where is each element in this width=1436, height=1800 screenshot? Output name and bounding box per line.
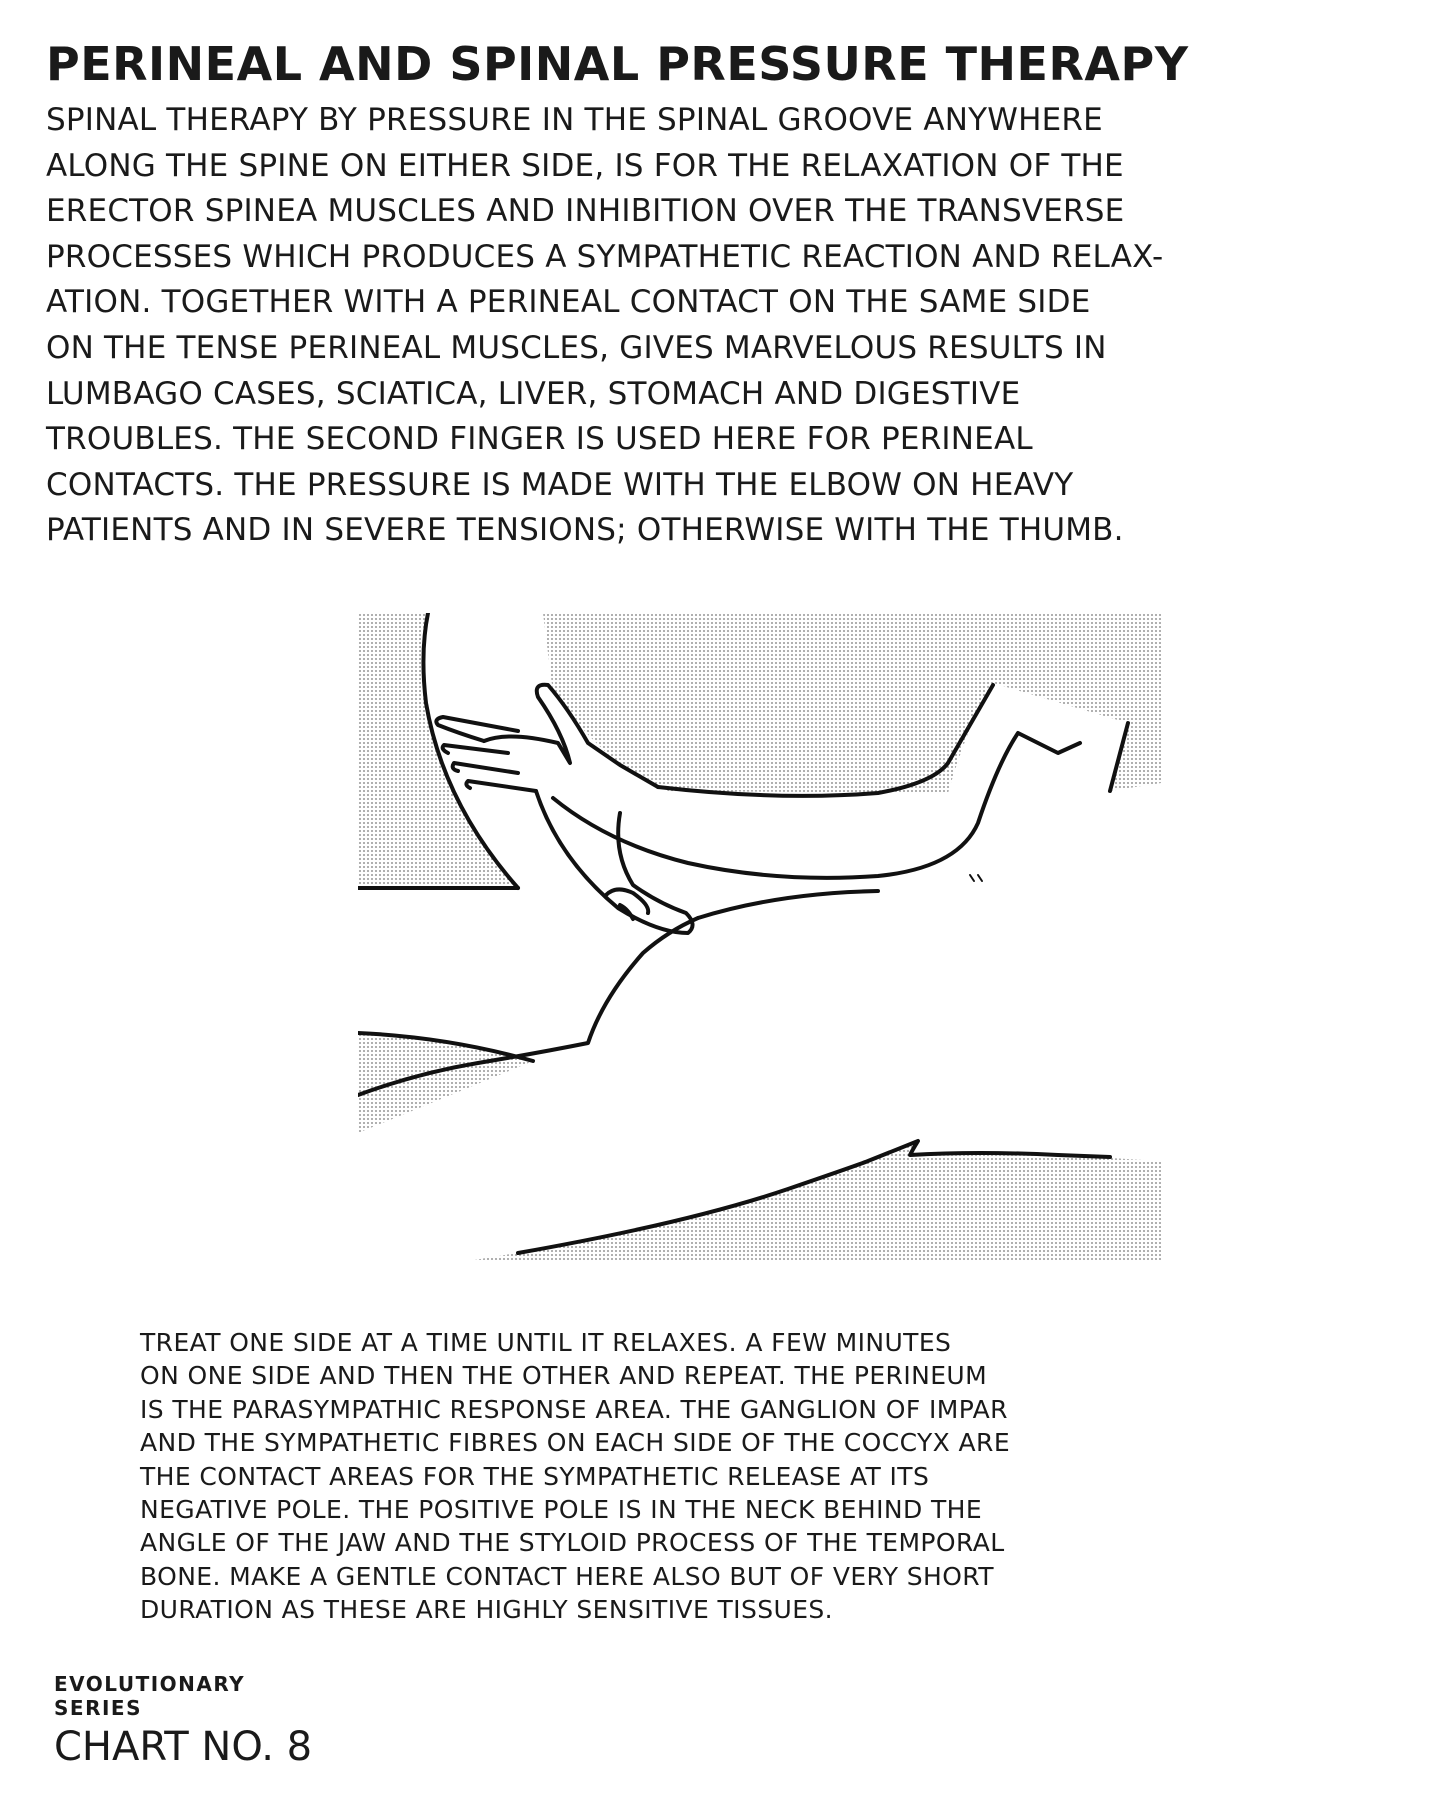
background-tone-lower-left [358,1033,533,1133]
fingers-outline [436,717,536,791]
series-label-line2: SERIES [54,1696,142,1720]
series-label-line1: EVOLUTIONARY [54,1672,246,1696]
intro-line: PROCESSES WHICH PRODUCES A SYMPATHETIC REACTION AND RELAX- [46,238,1164,275]
notes-line: AND THE SYMPATHETIC FIBRES ON EACH SIDE OF THE COCCYX ARE [140,1428,1011,1458]
notes-line: ON ONE SIDE AND THEN THE OTHER AND REPEAT. THE PERINEUM [140,1361,988,1391]
therapy-illustration-drawing [358,613,1161,1266]
notes-line: ANGLE OF THE JAW AND THE STYLOID PROCESS OF THE TEMPORAL [140,1528,1005,1558]
treatment-notes [140,1326,1402,1627]
background-tone-top [543,613,1161,793]
intro-line: ALONG THE SPINE ON EITHER SIDE, IS FOR THE RELAXATION OF THE [46,147,1124,184]
intro-line: SPINAL THERAPY BY PRESSURE IN THE SPINAL GROOVE ANYWHERE [46,102,1103,138]
intro-line: ON THE TENSE PERINEAL MUSCLES, GIVES MARVELOUS RESULTS IN [46,329,1107,366]
notes-line: THE CONTACT AREAS FOR THE SYMPATHETIC RELEASE AT ITS [140,1461,930,1491]
chart-footer [54,1672,454,1772]
chart-number: CHART NO. 8 [54,1724,313,1770]
intro-line: TROUBLES. THE SECOND FINGER IS USED HERE FOR PERINEAL [46,421,1033,458]
therapy-illustration [358,613,1161,1266]
intro-line: ERECTOR SPINEA MUSCLES AND INHIBITION OVER THE TRANSVERSE [46,193,1125,230]
intro-line: LUMBAGO CASES, SCIATICA, LIVER, STOMACH AND DIGESTIVE [46,375,1021,412]
intro-paragraph [46,98,1396,554]
intro-line: PATIENTS AND IN SEVERE TENSIONS; OTHERWISE WITH THE THUMB. [46,512,1124,549]
intro-line: ATION. TOGETHER WITH A PERINEAL CONTACT ON THE SAME SIDE [46,284,1091,321]
notes-line: NEGATIVE POLE. THE POSITIVE POLE IS IN THE NECK BEHIND THE [140,1494,983,1524]
elbow-marks [970,875,982,881]
notes-line: IS THE PARASYMPATHIC RESPONSE AREA. THE GANGLION OF IMPAR [140,1394,1008,1424]
forearm-outline [536,791,693,933]
notes-line: TREAT ONE SIDE AT A TIME UNTIL IT RELAXES. A FEW MINUTES [140,1328,952,1357]
intro-line: CONTACTS. THE PRESSURE IS MADE WITH THE ELBOW ON HEAVY [46,466,1074,503]
hip-outline [698,891,878,918]
page-title: PERINEAL AND SPINAL PRESSURE THERAPY [46,37,1189,91]
notes-line: DURATION AS THESE ARE HIGHLY SENSITIVE TISSUES. [140,1595,834,1625]
notes-line: BONE. MAKE A GENTLE CONTACT HERE ALSO BUT OF VERY SHORT [140,1561,994,1591]
